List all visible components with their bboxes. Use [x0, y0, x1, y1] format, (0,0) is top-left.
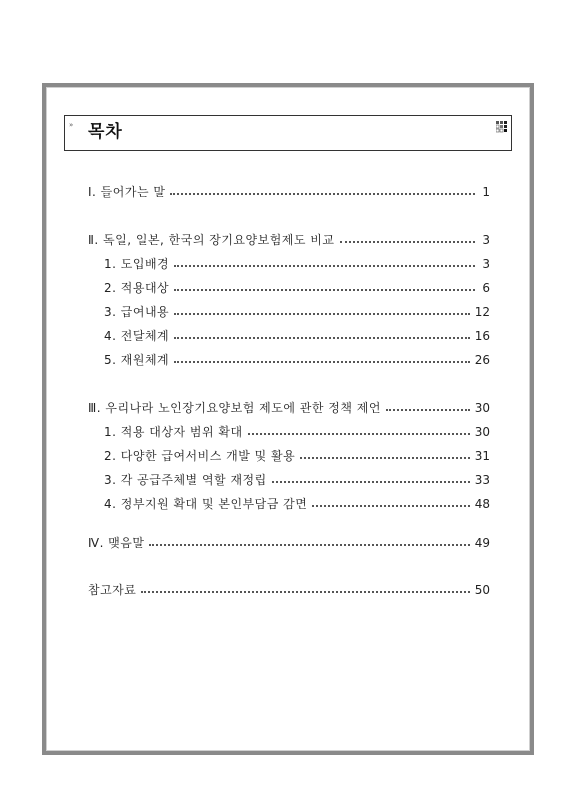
toc-entry-2-4[interactable] — [104, 328, 490, 344]
toc-entry-label: 참고자료 — [88, 583, 137, 597]
toc-entry-2-2[interactable] — [104, 280, 490, 296]
toc-leader-dots — [141, 591, 469, 593]
toc-entry-page: 26 — [474, 353, 490, 367]
toc-leader-dots — [174, 313, 470, 315]
toc-leader-dots — [340, 241, 476, 243]
toc-leader-dots — [174, 337, 470, 339]
toc-entry-label: 2. 다양한 급여서비스 개발 및 활용 — [104, 449, 296, 463]
toc-entry-page: 31 — [474, 449, 490, 463]
toc-leader-dots — [170, 193, 475, 195]
toc-entry-3-1[interactable] — [104, 424, 490, 440]
toc-entry-3-4[interactable] — [104, 496, 490, 512]
toc-entry-3-3[interactable] — [104, 472, 490, 488]
toc-entry-page: 33 — [474, 473, 490, 487]
toc-entry-page: 48 — [474, 497, 490, 511]
toc-entry-1[interactable] — [88, 184, 490, 200]
toc-entry-page: 3 — [482, 257, 490, 271]
toc-entry-label: 3. 급여내용 — [104, 305, 170, 319]
toc-entry-page: 6 — [482, 281, 490, 295]
toc-entry-page: 1 — [482, 185, 490, 199]
toc-entry-label: 4. 정부지원 확대 및 본인부담금 감면 — [104, 497, 308, 511]
toc-leader-dots — [300, 457, 470, 459]
toc-entry-references[interactable] — [88, 582, 490, 598]
toc-entry-label: Ⅲ. 우리나라 노인장기요양보험 제도에 관한 정책 제언 — [88, 401, 381, 415]
toc-entry-page: 12 — [474, 305, 490, 319]
toc-entry-label: 1. 적용 대상자 범위 확대 — [104, 425, 243, 439]
toc-entry-page: 30 — [474, 425, 490, 439]
toc-entry-label: Ⅳ. 맺음말 — [88, 536, 145, 550]
toc-entry-label: 5. 재원체계 — [104, 353, 170, 367]
page-title: 목차 — [88, 122, 123, 142]
toc-entry-label: Ⅰ. 들어가는 말 — [88, 185, 166, 199]
toc-entry-3[interactable] — [88, 400, 490, 416]
toc-entry-2-5[interactable] — [104, 352, 490, 368]
toc-entry-2-1[interactable] — [104, 256, 490, 272]
toc-entry-4[interactable] — [88, 535, 490, 551]
title-bullet-icon: » — [69, 121, 74, 129]
toc-entry-label: 2. 적용대상 — [104, 281, 170, 295]
toc-leader-dots — [386, 409, 470, 411]
toc-leader-dots — [312, 505, 469, 507]
toc-entry-label: 1. 도입배경 — [104, 257, 170, 271]
toc-entry-2[interactable] — [88, 232, 490, 248]
toc-leader-dots — [272, 481, 470, 483]
toc-leader-dots — [174, 265, 475, 267]
toc-entry-label: 3. 각 공급주체별 역할 재정립 — [104, 473, 267, 487]
toc-entry-page: 30 — [474, 401, 490, 415]
toc-leader-dots — [174, 289, 475, 291]
toc-title-box — [64, 115, 512, 151]
toc-entry-label: Ⅱ. 독일, 일본, 한국의 장기요양보험제도 비교 — [88, 233, 335, 247]
toc-leader-dots — [149, 544, 469, 546]
toc-entry-page: 16 — [474, 329, 490, 343]
toc-leader-dots — [174, 361, 470, 363]
corner-squares-icon — [496, 121, 508, 133]
toc-entry-page: 49 — [474, 536, 490, 550]
toc-entry-page: 3 — [482, 233, 490, 247]
toc-entry-page: 50 — [474, 583, 490, 597]
toc-leader-dots — [248, 433, 470, 435]
toc-entry-2-3[interactable] — [104, 304, 490, 320]
toc-entry-3-2[interactable] — [104, 448, 490, 464]
toc-entry-label: 4. 전달체계 — [104, 329, 170, 343]
